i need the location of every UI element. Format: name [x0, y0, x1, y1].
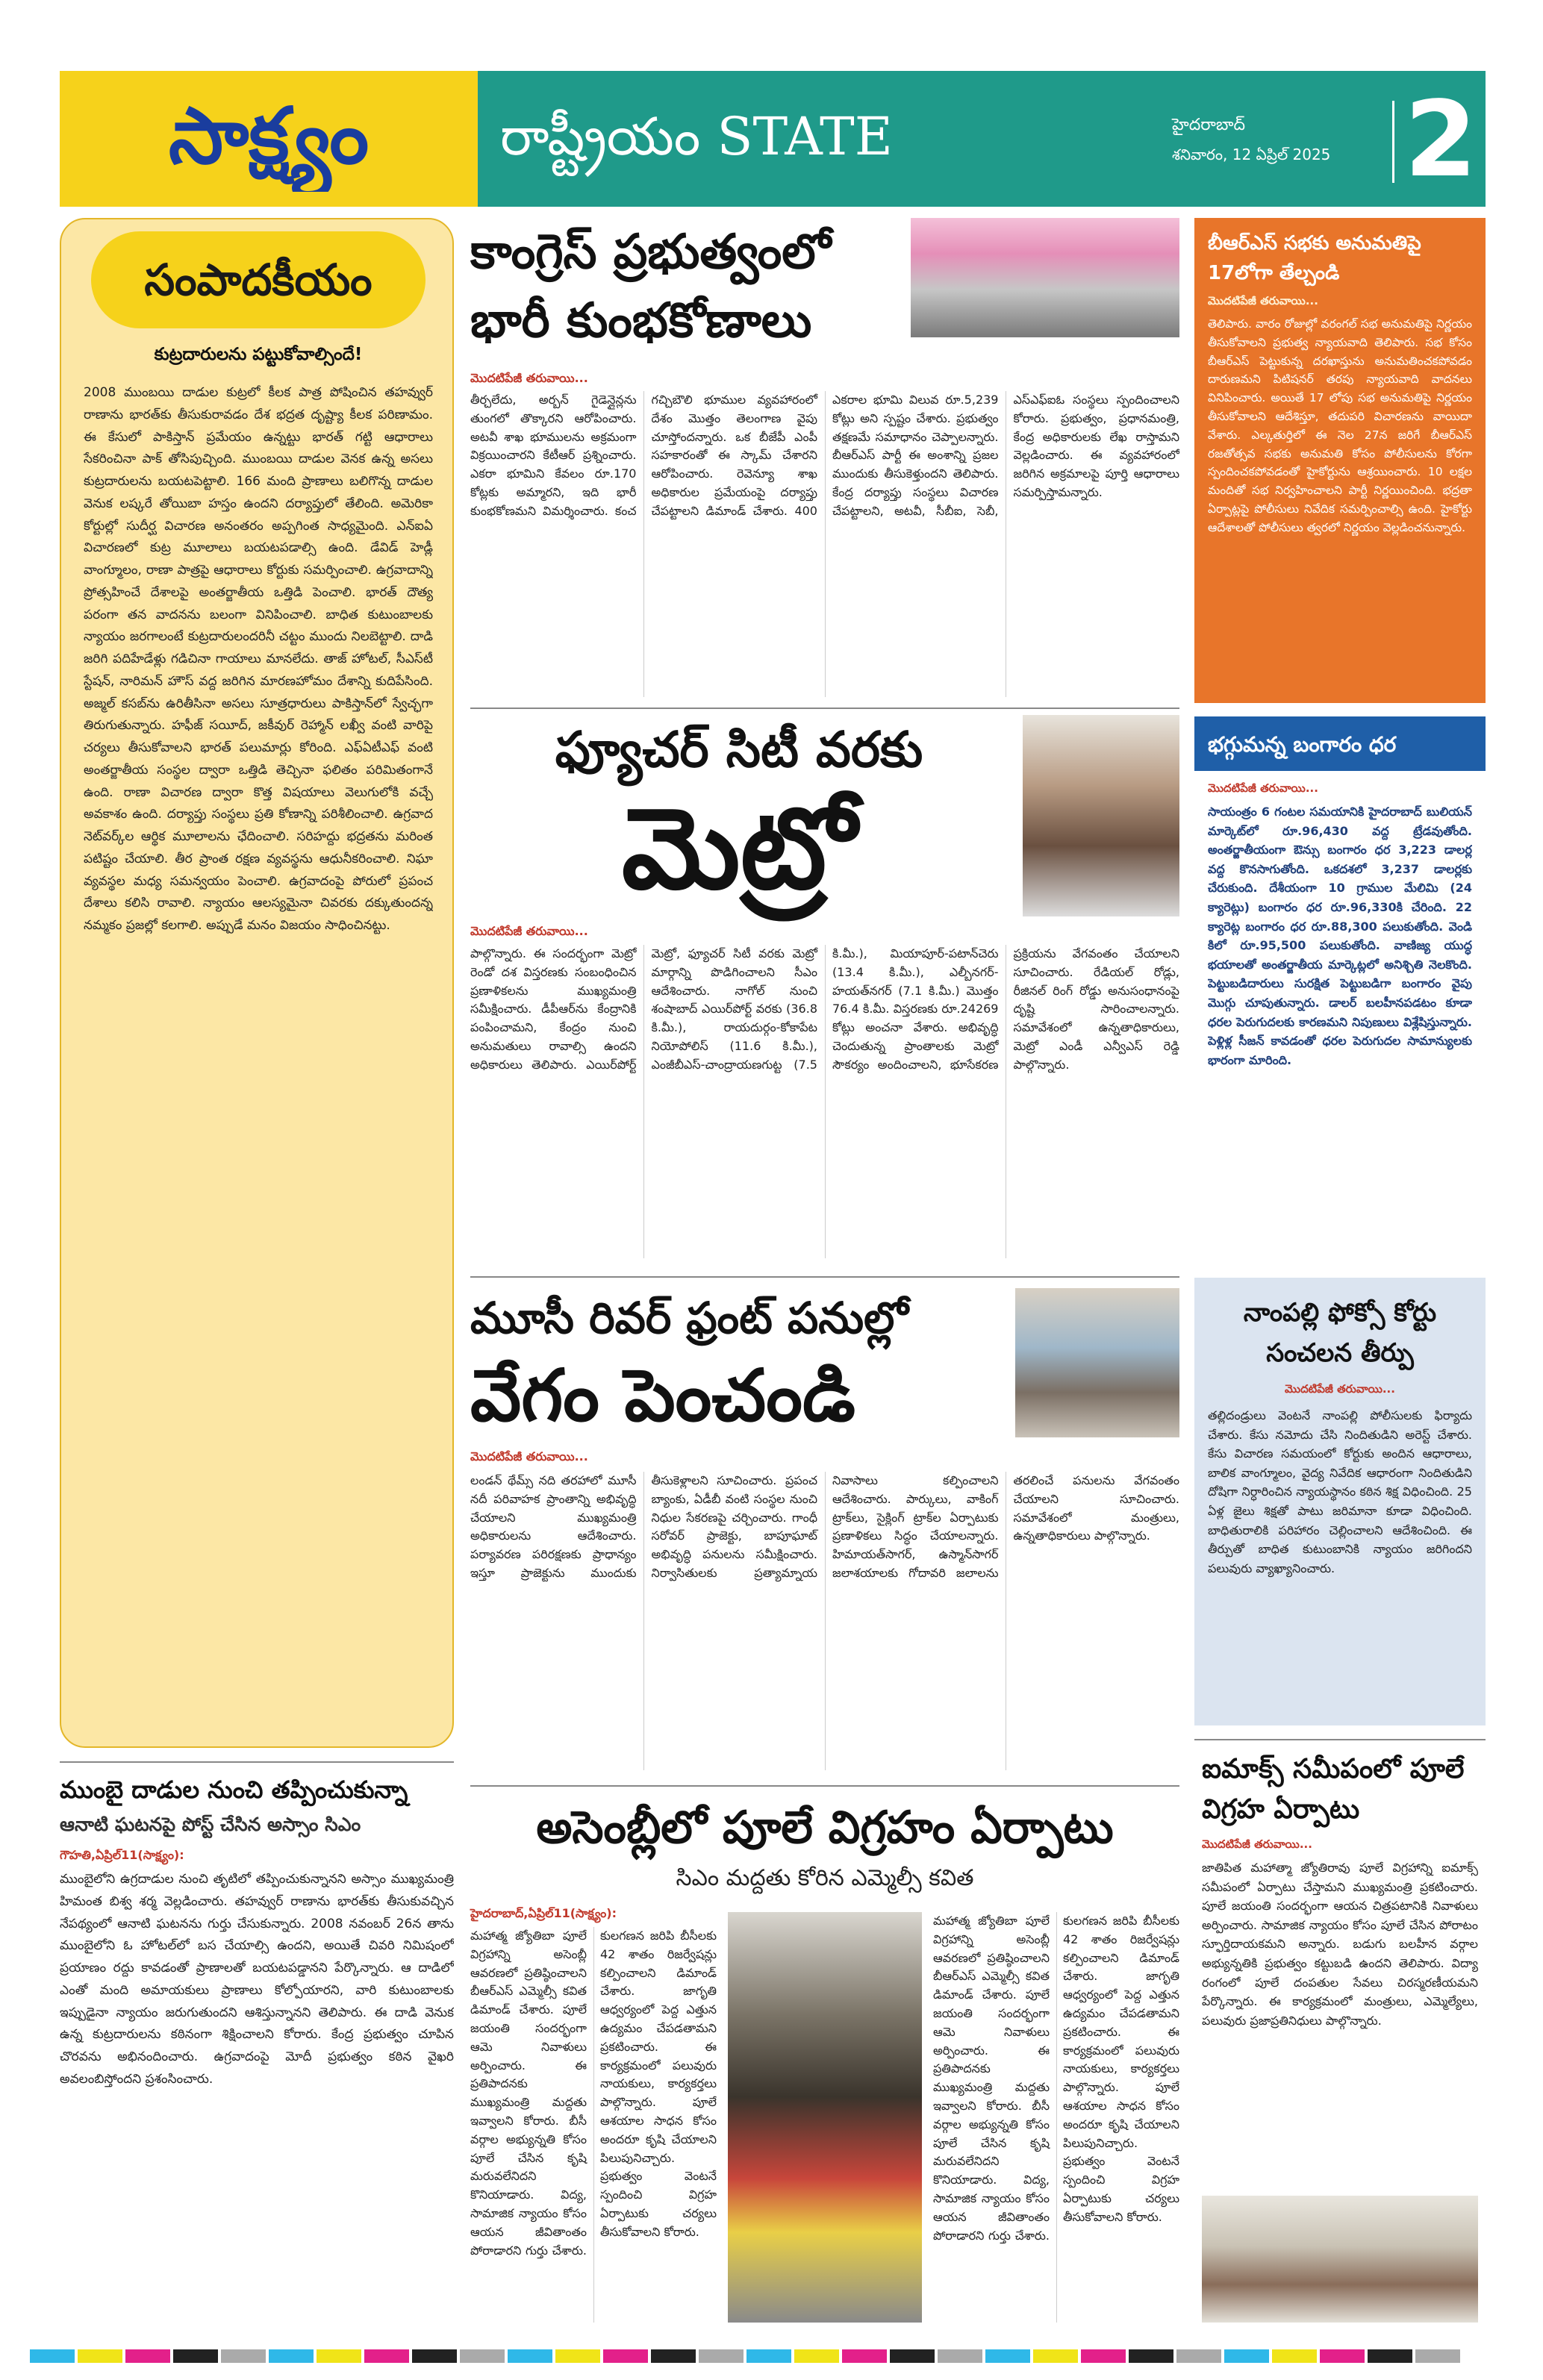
side-imax	[1194, 1739, 1486, 2329]
side-imax-body: జాతిపిత మహాత్మా జ్యోతిరావు పూలే విగ్రహాన్ని ఐమాక్స్ సమీపంలో ఏర్పాటు చేస్తామని ముఖ్యమంత్రి ప్రకటించారు. పూలే జయంతి సందర్భంగా ఆయన చిత్రపటానికి నివాళులు అర్పించారు. సామాజిక న్యాయం కోసం పూలే చేసిన పోరాటం స్ఫూర్తిదాయకమని అన్నారు. బడుగు బలహీన వర్గాల అభ్యున్నతికి ప్రభుత్వం కట్టుబడి ఉందని తెలిపారు. విద్యా రంగంలో పూలే దంపతుల సేవలు చిరస్మరణీయమని పేర్కొన్నారు. ఈ కార్యక్రమంలో మంత్రులు, ఎమ్మెల్యేలు, పలువురు ప్రజాప్రతినిధులు పాల్గొన్నారు.	[1202, 1861, 1478, 2028]
story-assembly-subheadline: సిఎం మద్దతు కోరిన ఎమ్మెల్సీ కవిత	[676, 1865, 974, 1891]
print-color-strip	[30, 2349, 1515, 2366]
side-imax-headline: ఐమాక్స్ సమీపంలో పూలే విగ్రహ ఏర్పాటు	[1202, 1754, 1465, 1825]
logo: సాక్ష్యం	[168, 90, 370, 181]
editorial-heading: సంపాదకీయం	[91, 231, 426, 328]
story-metro	[470, 708, 1179, 1267]
side-imax-top-rule	[1194, 1739, 1486, 1740]
side-gold-headline: భగ్గుమన్న బంగారం ధర	[1208, 732, 1397, 757]
story-metro-headline-large: మెట్రో	[621, 784, 857, 914]
story-mumbai-body: ముంబైలోని ఉగ్రదాడుల నుంచి తృటిలో తప్పించుకున్నానని అస్సాం ముఖ్యమంత్రి హిమంత బిశ్వ శర్మ వెల్లడించారు. తహవ్వుర్ రాణాను భారత్‌కు తీసుకువచ్చిన నేపథ్యంలో ఆనాటి ఘటనను గుర్తు చేసుకున్నారు. 2008 నవంబర్ 26న తాను ముంబైలోని ఓ హోటల్‌లో బస చేయాల్సి ఉందని, అయితే చివరి నిమిషంలో ప్రయాణం రద్దు కావడంతో ప్రాణాలతో బయటపడ్డానని పేర్కొన్నారు. ఆ దాడిలో ఎంతో మంది అమాయకులు ప్రాణాలు కోల్పోయారని, వారి కుటుంబాలకు ఇప్పుడైనా న్యాయం జరుగుతుందని ఆశిస్తున్నానని తెలిపారు. ఈ దాడి వెనుక ఉన్న కుట్రదారులను కఠినంగా శిక్షించాలని కోరారు. కేంద్ర ప్రభుత్వం చూపిన చొరవను అభినందించారు. ఉగ్రవాదంపై మోదీ ప్రభుత్వం కఠిన వైఖరి అవలంబిస్తోందని ప్రశంసించారు.	[60, 1872, 454, 2087]
story-assembly	[470, 1785, 1179, 2330]
story-musi-top-rule	[470, 1276, 1179, 1278]
story-metro-body: పాల్గొన్నారు. ఈ సందర్భంగా మెట్రో రెండో దశ విస్తరణకు సంబంధించిన ప్రణాళికలను ముఖ్యమంత్రి సమీక్షించారు. డీపీఆర్‌ను కేంద్రానికి పంపించామని, కేంద్రం నుంచి అనుమతులు రావాల్సి ఉందని అధికారులు తెలిపారు. ఎయిర్‌పోర్ట్ మెట్రో, ఫ్యూచర్ సిటీ వరకు మెట్రో మార్గాన్ని పొడిగించాలని సీఎం ఆదేశించారు. నాగోల్ నుంచి శంషాబాద్ ఎయిర్‌పోర్ట్ వరకు (36.8 కి.మీ.), రాయదుర్గం-కోకాపేట నియోపోలిస్ (11.6 కి.మీ.), ఎంజీబీఎస్-చాంద్రాయణగుట్ట (7.5 కి.మీ.), మియాపూర్-పటాన్‌చెరు (13.4 కి.మీ.), ఎల్బీనగర్-హయత్‌నగర్ (7.1 కి.మీ.) మొత్తం 76.4 కి.మీ. విస్తరణకు రూ.24269 కోట్లు అంచనా వేశారు. అభివృద్ధి చెందుతున్న ప్రాంతాలకు మెట్రో సౌకర్యం అందించాలని, భూసేకరణ ప్రక్రియను వేగవంతం చేయాలని సూచించారు. రేడియల్ రోడ్లు, రీజినల్ రింగ్ రోడ్డు అనుసంధానంపై దృష్టి సారించాలన్నారు. సమావేశంలో ఉన్నతాధికారులు, మెట్రో ఎండీ ఎన్వీఎస్ రెడ్డి పాల్గొన్నారు.	[470, 946, 1179, 1072]
side-brs-dateline: మొదటిపేజీ తరువాయి...	[1208, 294, 1318, 307]
story-congress-dateline: మొదటిపేజీ తరువాయి...	[470, 371, 588, 385]
side-gold	[1194, 716, 1486, 1269]
story-congress-body: తీర్చలేదు, అర్బన్ గైడెన్లైన్లను తుంగలో తొక్కారని ఆరోపించారు. అటవీ శాఖ భూములను అక్రమంగా విక్రయించారని కేటీఆర్ ప్రశ్నించారు. ఎకరా భూమిని కేవలం రూ.170 కోట్లకు అమ్మారని, ఇది భారీ కుంభకోణమని విమర్శించారు. కంచ గచ్చిబౌలి భూముల వ్యవహారంలో దేశం మొత్తం తెలంగాణ వైపు చూస్తోందన్నారు. ఒక బీజేపీ ఎంపీ సహకారంతో ఈ స్కామ్ చేశారని ఆరోపించారు. రెవెన్యూ శాఖ అధికారుల ప్రమేయంపై దర్యాప్తు చేపట్టాలని డిమాండ్ చేశారు. 400 ఎకరాల భూమి విలువ రూ.5,239 కోట్లు అని స్పష్టం చేశారు. ప్రభుత్వం తక్షణమే సమాధానం చెప్పాలన్నారు. బీఆర్ఎస్ పార్టీ ఈ అంశాన్ని ప్రజల ముందుకు తీసుకెళ్తుందని తెలిపారు. కేంద్ర దర్యాప్తు సంస్థలు విచారణ చేపట్టాలని, అటవీ, సీబీఐ, సెబీ, ఎస్‌ఎఫ్‌ఐఓ సంస్థలు స్పందించాలని కోరారు. ప్రభుత్వం, ప్రధానమంత్రి, కేంద్ర అధికారులకు లేఖ రాస్తామని వెల్లడించారు. ఈ వ్యవహారంలో జరిగిన అక్రమాలపై పూర్తి ఆధారాలు సమర్పిస్తామన్నారు.	[470, 393, 1179, 518]
story-musi-body: లండన్ థేమ్స్ నది తరహాలో మూసీ నదీ పరివాహక ప్రాంతాన్ని అభివృద్ధి చేయాలని ముఖ్యమంత్రి అధికారులను ఆదేశించారు. పర్యావరణ పరిరక్షణకు ప్రాధాన్యం ఇస్తూ ప్రాజెక్టును ముందుకు తీసుకెళ్లాలని సూచించారు. ప్రపంచ బ్యాంకు, ఏడీబీ వంటి సంస్థల నుంచి నిధుల సేకరణపై చర్చించారు. గాంధీ సరోవర్ ప్రాజెక్టు, బాపూఘాట్ అభివృద్ధి పనులను సమీక్షించారు. నిర్వాసితులకు ప్రత్యామ్నాయ నివాసాలు కల్పించాలని ఆదేశించారు. పార్కులు, వాకింగ్ ట్రాక్‌లు, సైక్లింగ్ ట్రాక్‌ల ఏర్పాటుకు ప్రణాళికలు సిద్ధం చేయాలన్నారు. హిమాయత్‌సాగర్, ఉస్మాన్‌సాగర్ జలాశయాలకు గోదావరి జలాలను తరలించే పనులను వేగవంతం చేయాలని సూచించారు. సమావేశంలో మంత్రులు, ఉన్నతాధికారులు పాల్గొన్నారు.	[470, 1473, 1179, 1580]
masthead-logo-panel	[60, 71, 478, 207]
story-mumbai-top-rule	[60, 1761, 454, 1763]
side-brs-headline: బీఆర్‌ఎస్ సభకు అనుమతిపై 17లోగా తేల్చండి	[1208, 232, 1421, 284]
side-court-headline: నాంపల్లి ఫోక్సో కోర్టు సంచలన తీర్పు	[1243, 1298, 1437, 1368]
section-title: రాష్ట్రీయం STATE	[500, 106, 893, 167]
story-metro-headline-small: ఫ్యూచర్ సిటీ వరకు	[555, 721, 923, 778]
story-assembly-headline: అసెంబ్లీలో పూలే విగ్రహం ఏర్పాటు	[536, 1802, 1114, 1854]
story-congress-headline: కాంగ్రెస్ ప్రభుత్వంలో భారీ కుంభకోణాలు	[470, 225, 832, 349]
masthead-section-panel	[478, 71, 1486, 207]
story-congress-photo	[911, 218, 1179, 337]
side-court	[1194, 1278, 1486, 1725]
side-court-dateline: మొదటిపేజీ తరువాయి...	[1285, 1382, 1395, 1396]
side-imax-dateline: మొదటిపేజీ తరువాయి...	[1202, 1837, 1312, 1851]
story-mumbai-headline-1: ముంబై దాడుల నుంచి తప్పించుకున్నా	[60, 1775, 408, 1804]
story-mumbai-headline-2: ఆనాటి ఘటనపై పోస్ట్ చేసిన అస్సాం సిఎం	[60, 1814, 361, 1835]
editorial-box	[60, 218, 454, 1748]
side-imax-photo	[1202, 2196, 1478, 2323]
story-metro-dateline: మొదటిపేజీ తరువాయి...	[470, 924, 588, 938]
story-assembly-body-left: మహాత్మ జ్యోతిబా పూలే విగ్రహాన్ని అసెంబ్లీ ఆవరణలో ప్రతిష్ఠించాలని బీఆర్‌ఎస్ ఎమ్మెల్సీ కవిత డిమాండ్ చేశారు. పూలే జయంతి సందర్భంగా ఆమె నివాళులు అర్పించారు. ఈ ప్రతిపాదనకు ముఖ్యమంత్రి మద్దతు ఇవ్వాలని కోరారు. బీసీ వర్గాల అభ్యున్నతి కోసం పూలే చేసిన కృషి మరువలేనిదని కొనియాడారు. విద్య, సామాజిక న్యాయం కోసం ఆయన జీవితాంతం పోరాడారని గుర్తు చేశారు. కులగణన జరిపి బీసీలకు 42 శాతం రిజర్వేషన్లు కల్పించాలని డిమాండ్ చేశారు. జాగృతి ఆధ్వర్యంలో పెద్ద ఎత్తున ఉద్యమం చేపడతామని ప్రకటించారు. ఈ కార్యక్రమంలో పలువురు నాయకులు, కార్యకర్తలు పాల్గొన్నారు. పూలే ఆశయాల సాధన కోసం అందరూ కృషి చేయాలని పిలుపునిచ్చారు. ప్రభుత్వం వెంటనే స్పందించి విగ్రహ ఏర్పాటుకు చర్యలు తీసుకోవాలని కోరారు.	[470, 1928, 717, 2258]
editorial-body: 2008 ముంబయి దాడుల కుట్రలో కీలక పాత్ర పోషించిన తహవ్వుర్ రాణాను భారత్‌కు తీసుకురావడం దేశ భద్రత దృష్ట్యా కీలక పరిణామం. ఈ కేసులో పాకిస్తాన్ ప్రమేయం ఉన్నట్టు భారత్ గట్టి ఆధారాలు సేకరించినా పాక్ తోసిపుచ్చింది. ముంబయి దాడుల వెనక ఉన్న అసలు కుట్రదారులను బయటపెట్టాలి. 166 మంది ప్రాణాలు బలిగొన్న దాడుల వెనుక లష్కరే తోయిబా హస్తం ఉందని దర్యాప్తులో తేలింది. అమెరికా కోర్టుల్లో సుదీర్ఘ విచారణ అనంతరం అప్పగింత సాధ్యమైంది. ఎన్‌ఐఏ విచారణలో కుట్ర మూలాలు బయటపడాల్సి ఉంది. డేవిడ్ హెడ్లీ వాంగ్మూలం, రాణా పాత్రపై ఆధారాలు కోర్టుకు సమర్పించాలి. ఉగ్రవాదాన్ని ప్రోత్సహించే దేశాలపై అంతర్జాతీయ ఒత్తిడి పెంచాలి. భారత్ దౌత్య పరంగా తన వాదనను బలంగా వినిపించాలి. బాధిత కుటుంబాలకు న్యాయం జరగాలంటే కుట్రదారులందరినీ చట్టం ముందు నిలబెట్టాలి. దాడి జరిగి పదిహేడేళ్లు గడిచినా గాయాలు మానలేదు. తాజ్ హోటల్, సీఎస్‌టీ స్టేషన్, నారిమన్ హౌస్ వద్ద జరిగిన మారణహోమం దేశాన్ని కుదిపేసింది. అజ్మల్ కసబ్‌ను ఉరితీసినా అసలు సూత్రధారులు పాకిస్తాన్‌లో స్వేచ్ఛగా తిరుగుతున్నారు. హఫీజ్ సయీద్, జకీవుర్ రెహ్మాన్ లఖ్వీ వంటి వారిపై చర్యలు తీసుకోవాలని భారత్ పలుమార్లు కోరింది. ఎఫ్‌ఏటీఎఫ్ వంటి అంతర్జాతీయ సంస్థల ద్వారా ఒత్తిడి తెచ్చినా ఫలితం పరిమితంగానే ఉంది. రాణా విచారణ ద్వారా కొత్త విషయాలు వెలుగులోకి వచ్చే అవకాశం ఉంది. దర్యాప్తు సంస్థలు ప్రతి కోణాన్ని పరిశీలించాలి. ఉగ్రవాద నెట్‌వర్క్‌ల ఆర్థిక మూలాలను ఛేదించాలి. సరిహద్దు భద్రతను మరింత పటిష్టం చేయాలి. తీర ప్రాంత రక్షణ వ్యవస్థను ఆధునీకరించాలి. నిఘా వ్యవస్థల మధ్య సమన్వయం పెంచాలి. ఉగ్రవాదంపై పోరులో ప్రపంచ దేశాలు కలిసి రావాలి. న్యాయం ఆలస్యమైనా చివరకు దక్కుతుందన్న నమ్మకం ప్రజల్లో కలగాలి. అప్పుడే మనం విజయం సాధించినట్టు.	[84, 385, 433, 933]
masthead	[60, 71, 1486, 207]
story-musi-headline-2: వేగం పెంచండి	[470, 1354, 855, 1437]
story-metro-top-rule	[470, 708, 1179, 709]
story-mumbai	[60, 1761, 454, 2329]
story-musi-photo	[1015, 1288, 1179, 1437]
story-metro-photo	[1023, 715, 1179, 916]
masthead-city: హైదరాబాద్	[1172, 116, 1245, 134]
story-congress	[470, 218, 1179, 703]
side-brs	[1194, 218, 1486, 703]
story-assembly-body-right: మహాత్మ జ్యోతిబా పూలే విగ్రహాన్ని అసెంబ్లీ ఆవరణలో ప్రతిష్ఠించాలని బీఆర్‌ఎస్ ఎమ్మెల్సీ కవిత డిమాండ్ చేశారు. పూలే జయంతి సందర్భంగా ఆమె నివాళులు అర్పించారు. ఈ ప్రతిపాదనకు ముఖ్యమంత్రి మద్దతు ఇవ్వాలని కోరారు. బీసీ వర్గాల అభ్యున్నతి కోసం పూలే చేసిన కృషి మరువలేనిదని కొనియాడారు. విద్య, సామాజిక న్యాయం కోసం ఆయన జీవితాంతం పోరాడారని గుర్తు చేశారు. కులగణన జరిపి బీసీలకు 42 శాతం రిజర్వేషన్లు కల్పించాలని డిమాండ్ చేశారు. జాగృతి ఆధ్వర్యంలో పెద్ద ఎత్తున ఉద్యమం చేపడతామని ప్రకటించారు. ఈ కార్యక్రమంలో పలువురు నాయకులు, కార్యకర్తలు పాల్గొన్నారు. పూలే ఆశయాల సాధన కోసం అందరూ కృషి చేయాలని పిలుపునిచ్చారు. ప్రభుత్వం వెంటనే స్పందించి విగ్రహ ఏర్పాటుకు చర్యలు తీసుకోవాలని కోరారు.	[933, 1914, 1179, 2243]
side-court-body: తల్లిదండ్రులు వెంటనే నాంపల్లి పోలీసులకు ఫిర్యాదు చేశారు. కేసు నమోదు చేసి నిందితుడిని అరెస్ట్ చేశారు. కేసు విచారణ సమయంలో కోర్టుకు అందిన ఆధారాలు, బాలిక వాంగ్మూలం, వైద్య నివేదిక ఆధారంగా నిందితుడిని దోషిగా నిర్ధారించిన న్యాయస్థానం కఠిన శిక్ష విధించింది. 25 ఏళ్ల జైలు శిక్షతో పాటు జరిమానా కూడా విధించింది. బాధితురాలికి పరిహారం చెల్లించాలని ఆదేశించింది. ఈ తీర్పుతో బాధిత కుటుంబానికి న్యాయం జరిగిందని పలువురు వ్యాఖ్యానించారు.	[1208, 1408, 1472, 1575]
masthead-date: శనివారం, 12 ఏప్రిల్ 2025	[1172, 146, 1331, 163]
story-musi	[470, 1276, 1179, 1776]
story-musi-headline-1: మూసీ రివర్ ఫ్రంట్ పనుల్లో	[470, 1293, 908, 1343]
page-number: 2	[1404, 79, 1477, 201]
story-musi-dateline: మొదటిపేజీ తరువాయి...	[470, 1449, 588, 1464]
editorial-subheading: కుట్రదారులను పట్టుకోవాల్సిందే!	[154, 345, 363, 364]
story-mumbai-dateline: గౌహతి,ఏప్రిల్11(సాక్ష్యం):	[60, 1848, 184, 1862]
masthead-divider	[1392, 101, 1394, 183]
side-gold-dateline: మొదటిపేజీ తరువాయి...	[1208, 781, 1318, 795]
side-gold-body: సాయంత్రం 6 గంటల సమయానికి హైదరాబాద్ బులియన్ మార్కెట్‌లో రూ.96,430 వద్ద ట్రేడవుతోంది. అంతర్జాతీయంగా ఔన్సు బంగారం ధర 3,223 డాలర్ల వద్ద కొనసాగుతోంది. ఒకదశలో 3,237 డాలర్లకు చేరుకుంది. దేశీయంగా 10 గ్రాముల మేలిమి (24 క్యారెట్లు) బంగారం ధర రూ.96,330కి చేరింది. 22 క్యారెట్ల బంగారం ధర రూ.88,300 పలుకుతోంది. వెండి కిలో రూ.95,500 పలుకుతోంది. వాణిజ్య యుద్ధ భయాలతో అంతర్జాతీయ మార్కెట్లలో అనిశ్చితి నెలకొంది. పెట్టుబడిదారులు సురక్షిత పెట్టుబడిగా బంగారం వైపు మొగ్గు చూపుతున్నారు. డాలర్ బలహీనపడటం కూడా ధరల పెరుగుదలకు కారణమని నిపుణులు విశ్లేషిస్తున్నారు. పెళ్లిళ్ల సీజన్ కావడంతో ధరల పెరుగుదల సామాన్యులకు భారంగా మారింది.	[1208, 805, 1472, 1067]
story-assembly-photo	[728, 1912, 922, 2323]
story-assembly-top-rule	[470, 1785, 1179, 1787]
story-assembly-dateline: హైదరాబాద్,ఏప్రిల్11(సాక్ష్యం):	[470, 1906, 617, 1920]
side-brs-body: తెలిపారు. వారం రోజుల్లో వరంగల్ సభ అనుమతిపై నిర్ణయం తీసుకోవాలని ప్రభుత్వ న్యాయవాది తెలిపారు. సభ కోసం బీఆర్‌ఎస్ పెట్టుకున్న దరఖాస్తును అనుమతించకపోవడం దారుణమని పిటిషనర్ తరపు న్యాయవాది వాదనలు వినిపించారు. అయితే 17 లోపు సభ అనుమతిపై నిర్ణయం తీసుకోవాలని ఆదేశిస్తూ, తదుపరి విచారణను వాయిదా వేశారు. ఎల్కతుర్తిలో ఈ నెల 27న జరిగే బీఆర్‌ఎస్ రజతోత్సవ సభకు అనుమతి కోసం పోలీసులను కోరగా స్పందించకపోవడంతో హైకోర్టును ఆశ్రయించారు. 10 లక్షల మందితో సభ నిర్వహించాలని పార్టీ నిర్ణయించింది. భద్రతా ఏర్పాట్లపై పోలీసులు నివేదిక సమర్పించాల్సి ఉంది. హైకోర్టు ఆదేశాలతో పోలీసులు త్వరలో నిర్ణయం వెల్లడించనున్నారు.	[1208, 317, 1472, 534]
